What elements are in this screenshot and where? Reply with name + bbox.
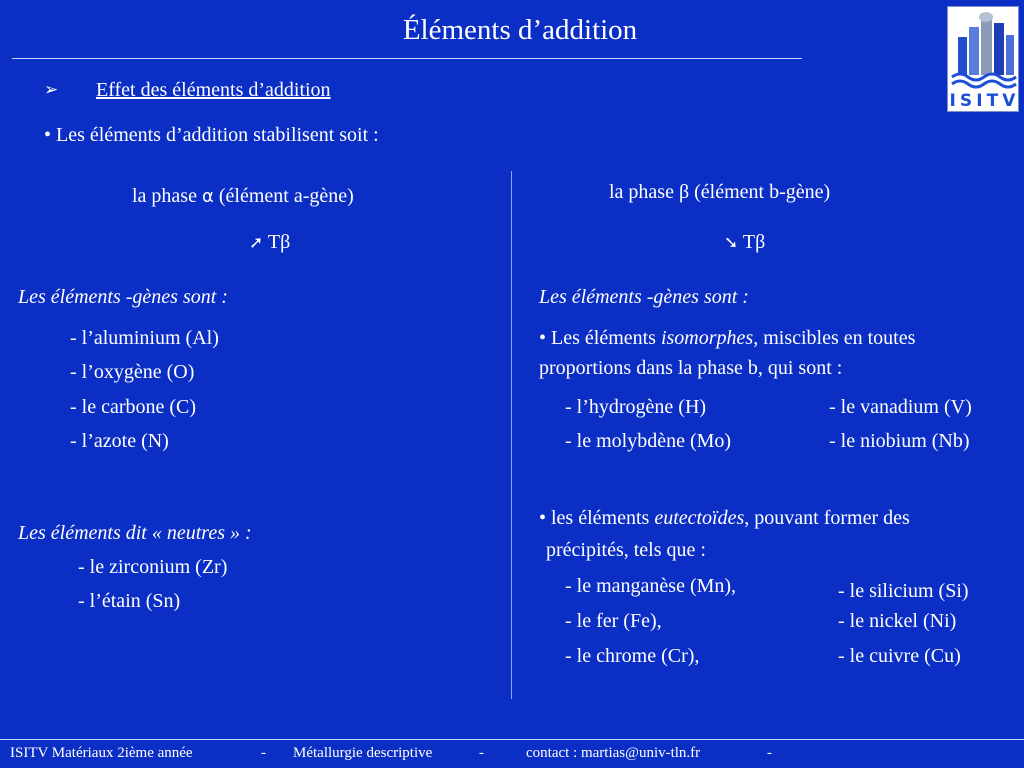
intro-text: • Les éléments d’addition stabilisent soit : [44, 124, 379, 146]
alpha-heading-prefix: la phase [132, 185, 202, 207]
logo-lettering [948, 91, 1018, 111]
section-heading: Effet des éléments d’addition [96, 79, 331, 101]
footer-separator: - [479, 745, 484, 761]
column-divider [511, 171, 512, 699]
list-item: - l’aluminium (Al) [70, 327, 219, 349]
alpha-phase-heading [132, 185, 354, 208]
logo-letter: V [1002, 91, 1017, 111]
beta-phase-heading: la phase β (élément b-gène) [609, 181, 831, 203]
isomorphes-intro [539, 327, 915, 350]
title-divider [12, 58, 802, 59]
eutectoides-intro-line2: précipités, tels que : [546, 539, 706, 561]
list-item: - le niobium (Nb) [829, 430, 970, 452]
footer-course: ISITV Matériaux 2ième année [10, 745, 193, 761]
list-item: - l’azote (N) [70, 430, 169, 452]
list-item: - le manganèse (Mn), [565, 575, 737, 597]
list-item: - le silicium (Si) [838, 580, 969, 602]
isitv-logo [947, 6, 1019, 112]
iso-suffix: , miscibles en toutes [753, 327, 916, 349]
list-item: - le nickel (Ni) [838, 610, 957, 632]
list-item: - l’oxygène (O) [70, 361, 195, 383]
eut-prefix: • les éléments [539, 507, 655, 529]
list-item: - le chrome (Cr), [565, 645, 700, 667]
arrow-down-right-icon: ➘ [724, 233, 739, 253]
logo-letter: I [976, 91, 984, 111]
alpha-symbol: α [201, 186, 214, 207]
list-item: - le carbone (C) [70, 396, 197, 418]
neutral-list-intro: Les éléments dit « neutres » : [18, 522, 252, 544]
eut-suffix: , pouvant former des [744, 507, 910, 529]
arrow-up-right-icon: ➚ [249, 233, 264, 253]
eut-keyword: eutectoïdes [654, 507, 745, 529]
list-item: - le vanadium (V) [829, 396, 972, 418]
alpha-heading-suffix: (élément a-gène) [213, 185, 354, 207]
logo-letter: T [986, 91, 1000, 111]
footer-separator: - [767, 745, 772, 761]
footer-contact: contact : martias@univ-tln.fr [526, 745, 701, 761]
alpha-list-intro: Les éléments -gènes sont : [18, 286, 228, 308]
logo-letter: I [949, 91, 957, 111]
beta-trend [724, 231, 765, 254]
eutectoides-intro [539, 507, 910, 530]
footer-divider [0, 739, 1024, 740]
logo-letter: S [959, 91, 974, 111]
list-item: - le cuivre (Cu) [838, 645, 961, 667]
alpha-trend [249, 231, 290, 254]
alpha-trend-label: Tβ [267, 231, 291, 253]
footer-topic: Métallurgie descriptive [293, 745, 433, 761]
list-item: - le zirconium (Zr) [78, 556, 228, 578]
list-item: - l’hydrogène (H) [565, 396, 707, 418]
arrow-bullet-icon: ➢ [44, 80, 59, 100]
list-item: - l’étain (Sn) [78, 590, 181, 612]
slide-title: Éléments d’addition [402, 14, 638, 46]
iso-prefix: • Les éléments [539, 327, 661, 349]
iso-keyword: isomorphes [660, 327, 754, 349]
footer-separator: - [261, 745, 266, 761]
list-item: - le molybdène (Mo) [565, 430, 732, 452]
isomorphes-intro-line2: proportions dans la phase b, qui sont : [539, 357, 843, 379]
beta-trend-label: Tβ [742, 231, 766, 253]
beta-list-intro: Les éléments -gènes sont : [539, 286, 749, 308]
list-item: - le fer (Fe), [565, 610, 662, 632]
logo-graphic [948, 7, 1018, 91]
